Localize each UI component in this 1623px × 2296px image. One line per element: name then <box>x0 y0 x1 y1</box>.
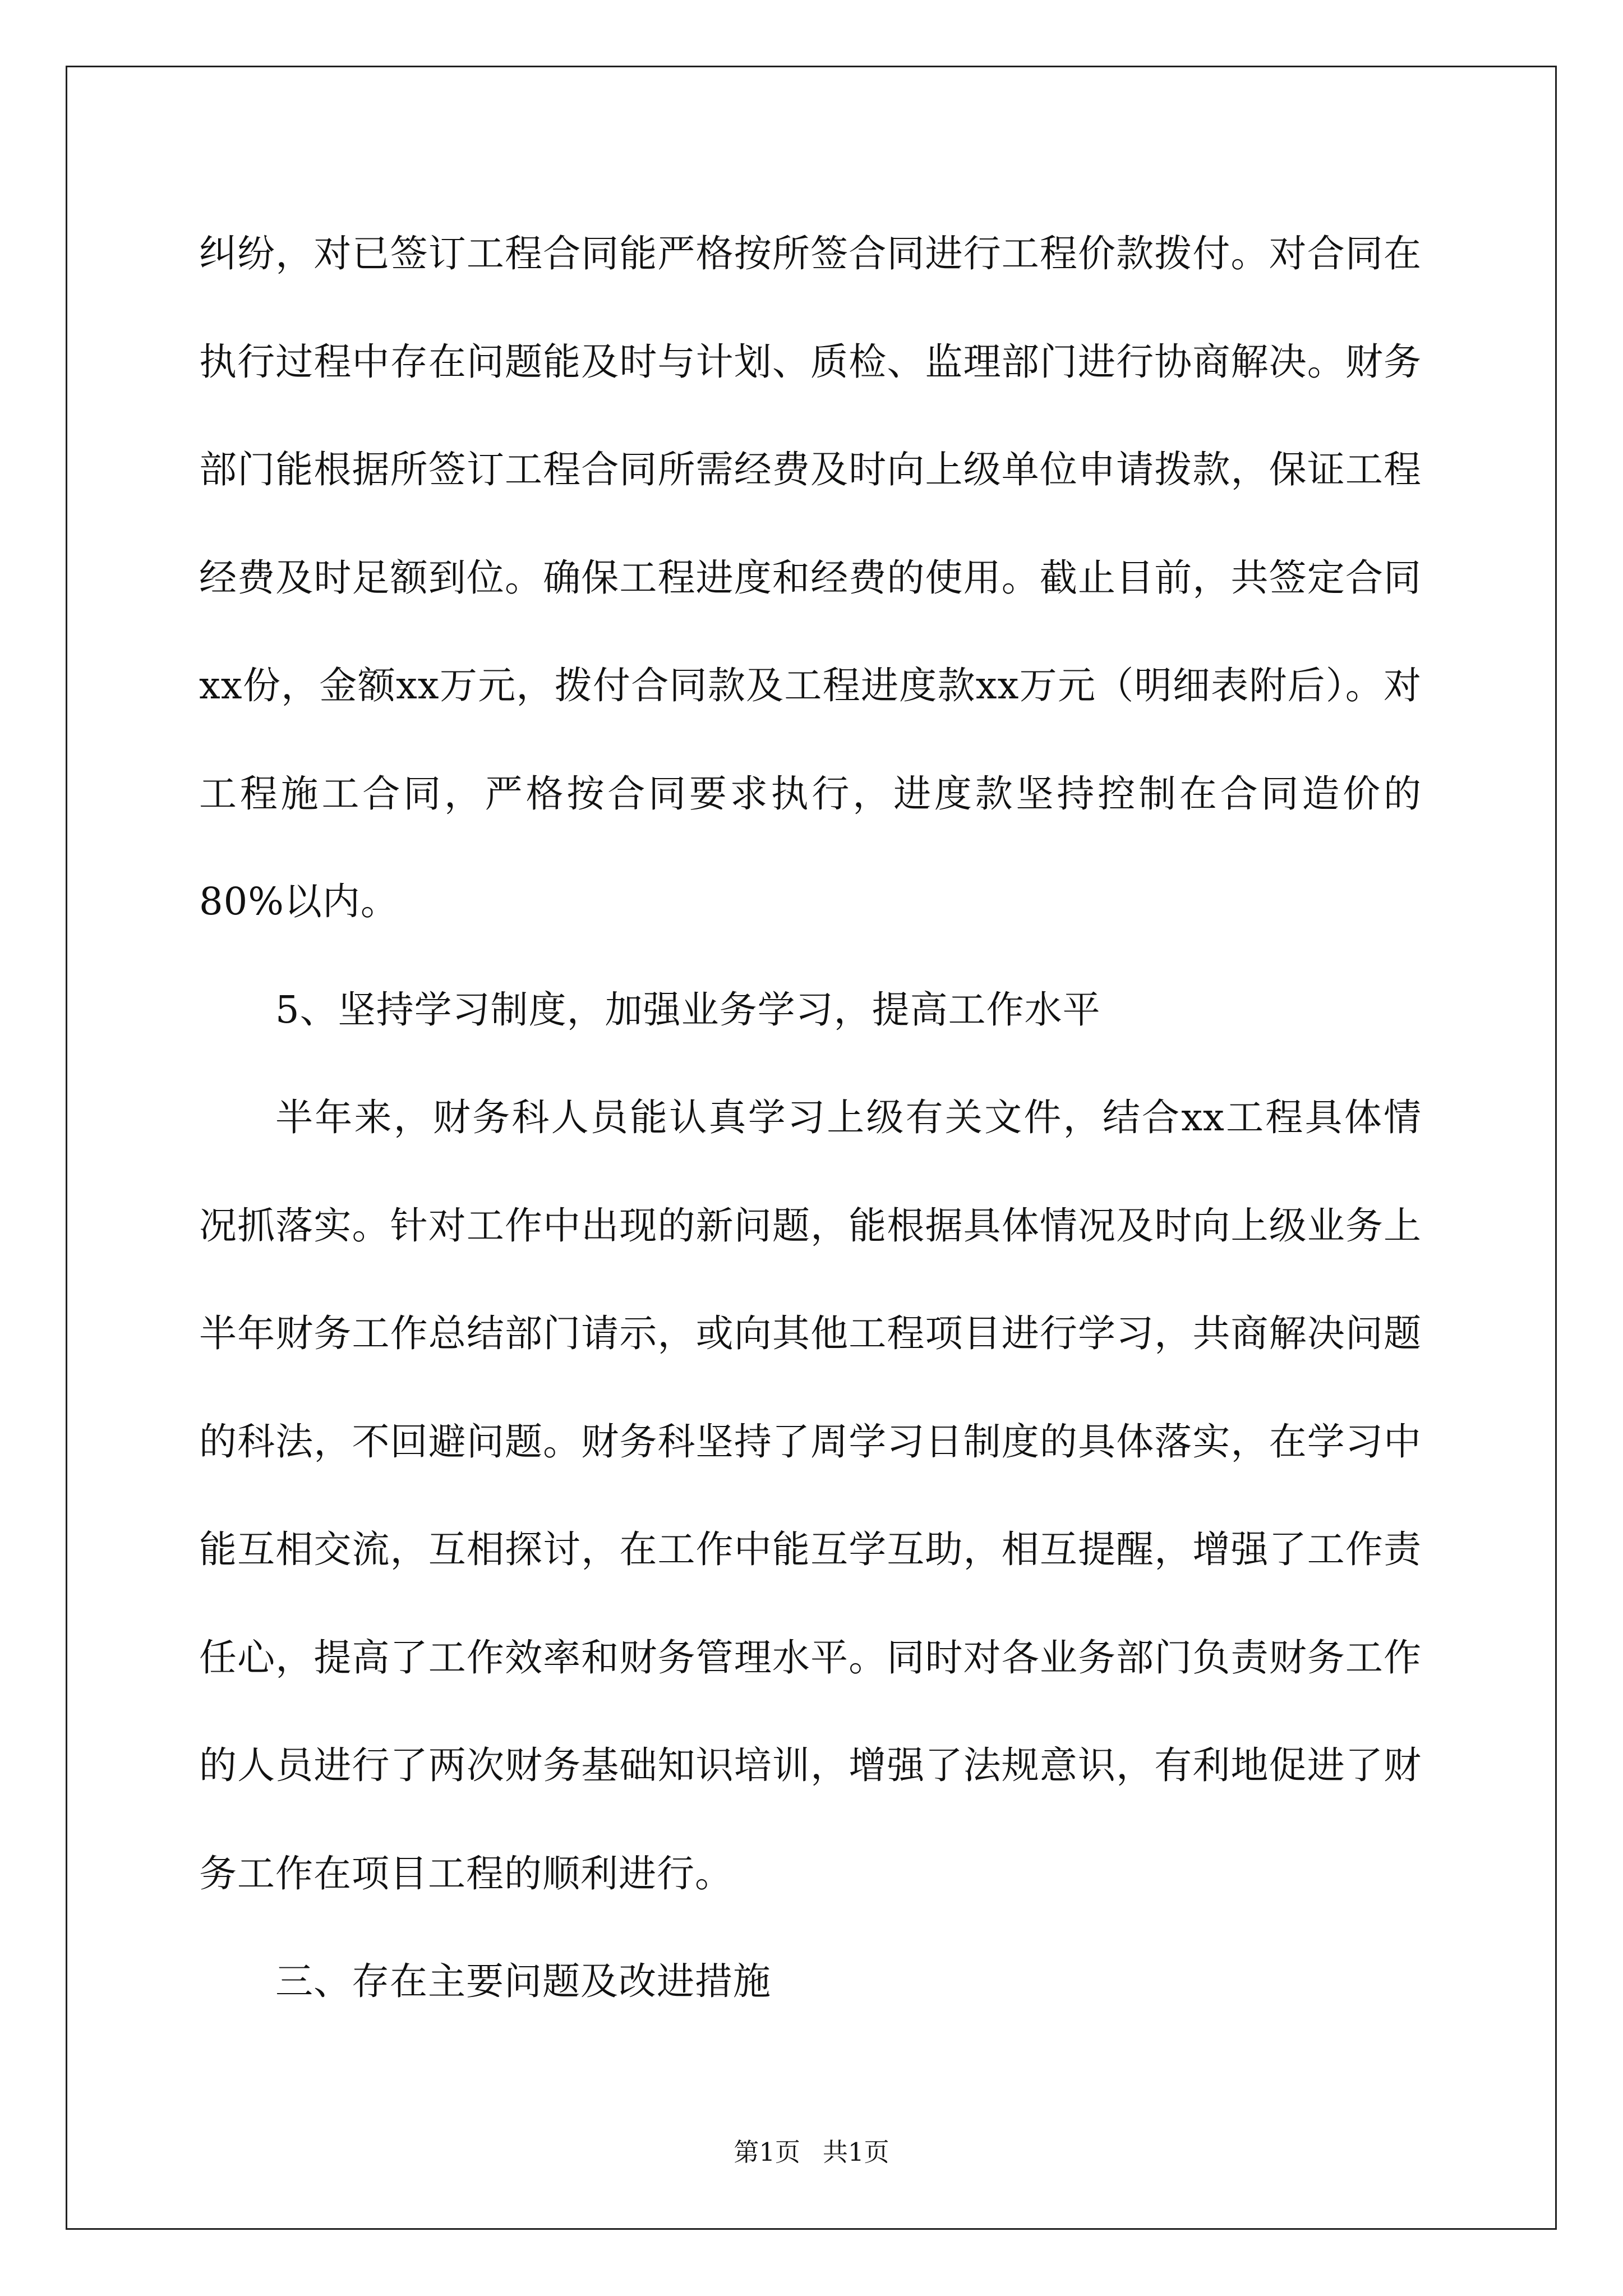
paragraph-study-details: 半年来，财务科人员能认真学习上级有关文件，结合xx工程具体情况抓落实。针对工作中出现的新问题，能根据具体情况及时向上级业务上半年财务工作总结部门请示，或向其他工程项目进行学习，共商解决问题的科法，不回避问题。财务科坚持了周学习日制度的具体落实，在学习中能互相交流，互相探讨，在工作中能互学互助，相互提醒，增强了工作责任心，提高了工作效率和财务管理水平。同时对各业务部门负责财务工作的人员进行了两次财务基础知识培训，增强了法规意识，有利地促进了财务工作在项目工程的顺利进行。 <box>199 1096 1422 1895</box>
heading-study-system: 5、坚持学习制度，加强业务学习，提高工作水平 <box>275 987 1101 1032</box>
paragraph-contract-payment: 纠纷，对已签订工程合同能严格按所签合同进行工程价款拨付。对合同在执行过程中存在问题能及时与计划、质检、监理部门进行协商解决。财务部门能根据所签订工程合同所需经费及时向上级单位申请拨款，保证工程经费及时足额到位。确保工程进度和经费的使用。截止目前，共签定合同xx份，金额xx万元，拨付合同款及工程进度款xx万元（明细表附后）。对工程施工合同，严格按合同要求执行，进度款坚持控制在合同造价的80%以内。 <box>199 232 1422 923</box>
page-footer <box>0 2136 1623 2169</box>
heading-problems-measures: 三、存在主要问题及改进措施 <box>275 1959 771 2003</box>
page-current-label: 第1页 <box>734 2137 800 2167</box>
document-body <box>199 200 1422 2036</box>
page-total-label: 共1页 <box>823 2137 889 2167</box>
